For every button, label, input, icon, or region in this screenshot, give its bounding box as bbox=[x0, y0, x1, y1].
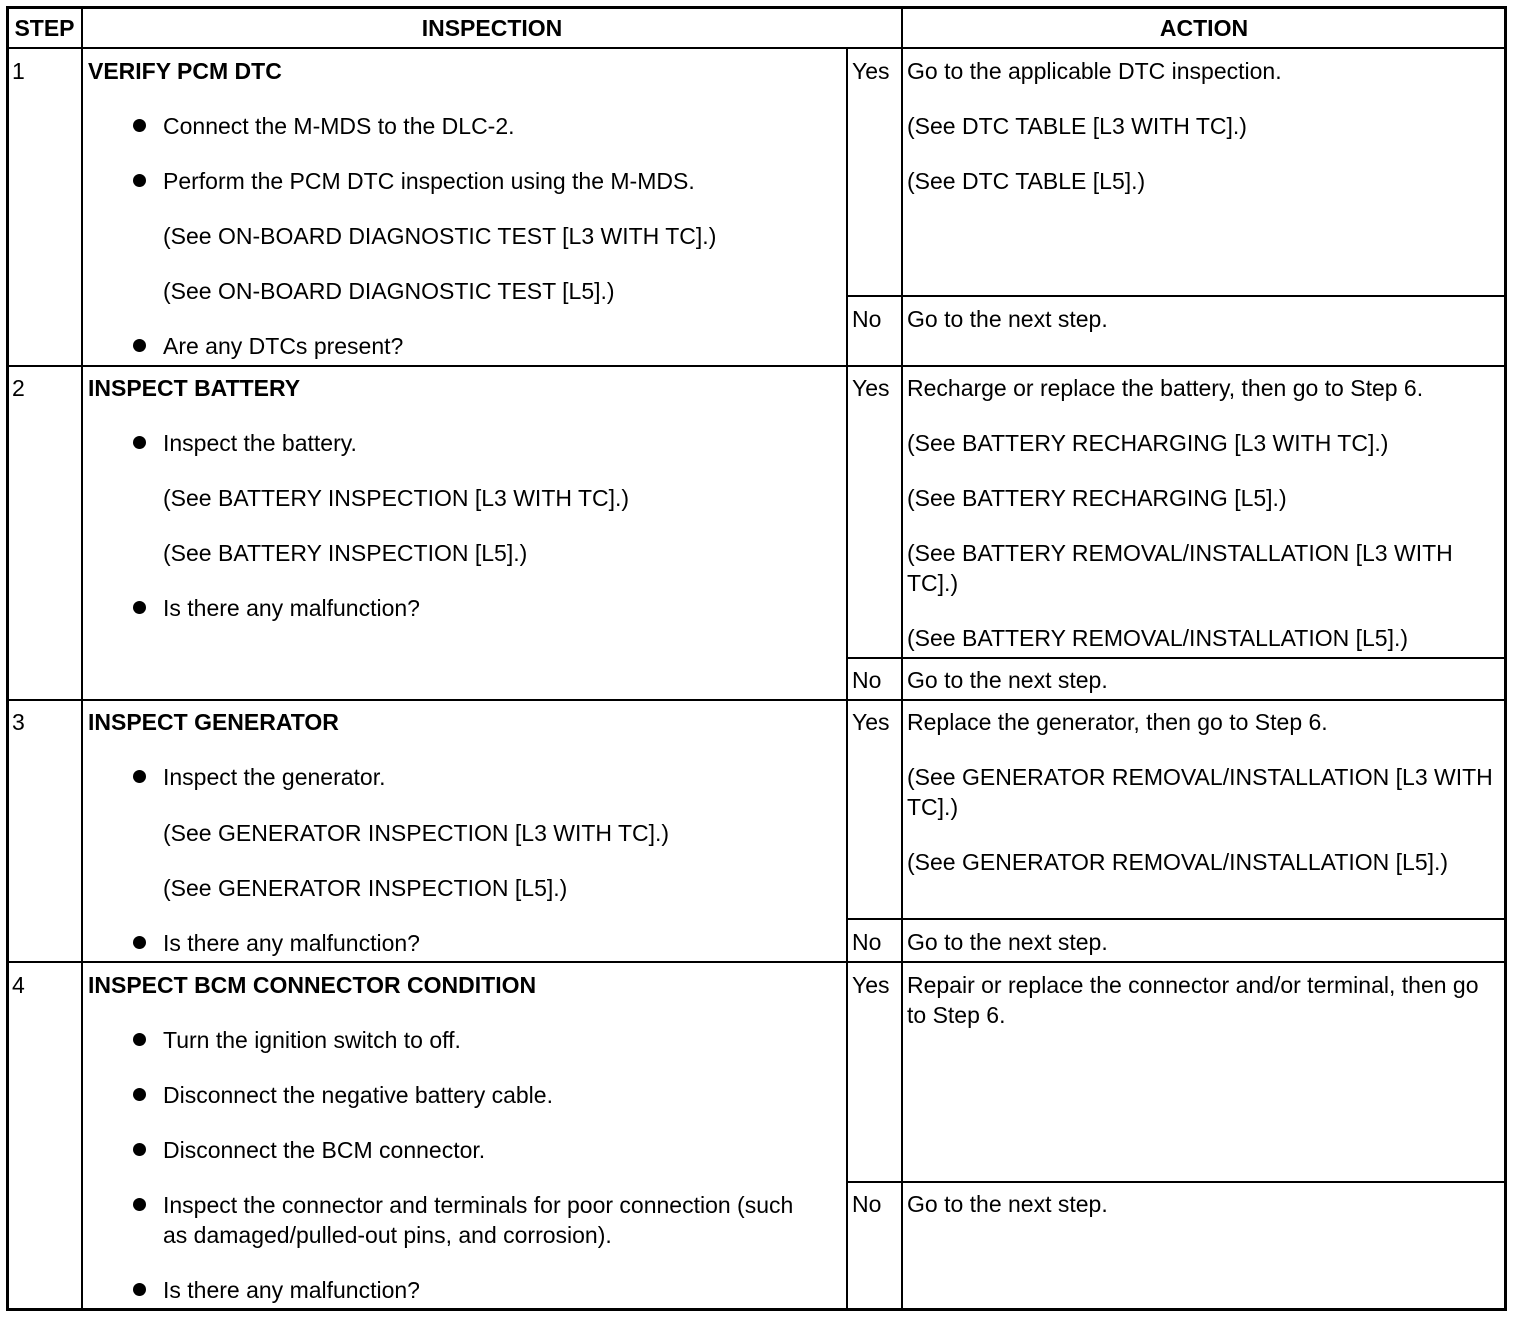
bullet-icon bbox=[133, 339, 146, 352]
inspection-item: Disconnect the BCM connector. bbox=[163, 1137, 486, 1163]
step-title: INSPECT BATTERY bbox=[88, 375, 301, 401]
yes-no-divider bbox=[846, 295, 1505, 297]
bullet-icon bbox=[133, 1088, 146, 1101]
inspection-item: Connect the M-MDS to the DLC-2. bbox=[163, 113, 515, 139]
inspection-item: Inspect the connector and terminals for poor connection (such as damaged/pulled-out pins, and corrosion). bbox=[163, 1192, 794, 1248]
yes-no-divider bbox=[846, 1181, 1505, 1183]
step-title: INSPECT BCM CONNECTOR CONDITION bbox=[88, 972, 537, 998]
yes-action: (See GENERATOR REMOVAL/INSTALLATION [L3 WITH TC].) bbox=[907, 764, 1493, 820]
step-title: VERIFY PCM DTC bbox=[88, 58, 282, 84]
no-action: Go to the next step. bbox=[907, 1191, 1108, 1217]
yes-action: Replace the generator, then go to Step 6. bbox=[907, 709, 1328, 735]
yes-label: Yes bbox=[852, 972, 890, 998]
inspection-item: Inspect the battery. bbox=[163, 430, 357, 456]
no-label: No bbox=[852, 667, 882, 693]
yes-no-divider bbox=[846, 657, 1505, 659]
step-number: 4 bbox=[12, 972, 25, 998]
yes-label: Yes bbox=[852, 375, 890, 401]
no-label: No bbox=[852, 929, 882, 955]
column-divider bbox=[901, 8, 903, 1309]
no-action: Go to the next step. bbox=[907, 667, 1108, 693]
yes-label: Yes bbox=[852, 58, 890, 84]
yes-action: Recharge or replace the battery, then go to Step 6. bbox=[907, 375, 1424, 401]
bullet-icon bbox=[133, 119, 146, 132]
yes-action: (See BATTERY RECHARGING [L5].) bbox=[907, 485, 1287, 511]
bullet-icon bbox=[133, 1143, 146, 1156]
bullet-icon bbox=[133, 1198, 146, 1211]
step-number: 3 bbox=[12, 709, 25, 735]
inspection-item: Is there any malfunction? bbox=[163, 1277, 420, 1303]
bullet-icon bbox=[133, 770, 146, 783]
inspection-item: Turn the ignition switch to off. bbox=[163, 1027, 461, 1053]
yes-action: (See BATTERY RECHARGING [L3 WITH TC].) bbox=[907, 430, 1389, 456]
inspection-item: Inspect the generator. bbox=[163, 764, 386, 790]
yes-action: (See BATTERY REMOVAL/INSTALLATION [L3 WITH TC].) bbox=[907, 540, 1453, 596]
yes-action: Go to the applicable DTC inspection. bbox=[907, 58, 1282, 84]
inspection-item: (See ON-BOARD DIAGNOSTIC TEST [L3 WITH TC].) bbox=[163, 223, 717, 249]
inspection-item: (See BATTERY INSPECTION [L3 WITH TC].) bbox=[163, 485, 630, 511]
yes-action: Repair or replace the connector and/or terminal, then go to Step 6. bbox=[907, 972, 1479, 1028]
header-inspection: INSPECTION bbox=[421, 15, 563, 41]
inspection-item: Disconnect the negative battery cable. bbox=[163, 1082, 553, 1108]
column-divider bbox=[81, 8, 83, 1309]
header-step: STEP bbox=[14, 15, 75, 41]
no-label: No bbox=[852, 1191, 882, 1217]
inspection-item: (See GENERATOR INSPECTION [L5].) bbox=[163, 875, 568, 901]
inspection-item: (See GENERATOR INSPECTION [L3 WITH TC].) bbox=[163, 820, 670, 846]
column-divider bbox=[846, 48, 848, 1309]
inspection-item: Perform the PCM DTC inspection using the M-MDS. bbox=[163, 168, 695, 194]
inspection-item: (See BATTERY INSPECTION [L5].) bbox=[163, 540, 528, 566]
inspection-item: Is there any malfunction? bbox=[163, 930, 420, 956]
inspection-item: Is there any malfunction? bbox=[163, 595, 420, 621]
yes-action: (See DTC TABLE [L3 WITH TC].) bbox=[907, 113, 1247, 139]
header-action: ACTION bbox=[1159, 15, 1249, 41]
no-label: No bbox=[852, 306, 882, 332]
row-divider bbox=[8, 365, 1505, 367]
step-number: 1 bbox=[12, 58, 25, 84]
bullet-icon bbox=[133, 436, 146, 449]
yes-no-divider bbox=[846, 918, 1505, 920]
yes-action: (See DTC TABLE [L5].) bbox=[907, 168, 1146, 194]
no-action: Go to the next step. bbox=[907, 306, 1108, 332]
bullet-icon bbox=[133, 1033, 146, 1046]
inspection-item: (See ON-BOARD DIAGNOSTIC TEST [L5].) bbox=[163, 278, 615, 304]
inspection-item: Are any DTCs present? bbox=[163, 333, 404, 359]
yes-action: (See GENERATOR REMOVAL/INSTALLATION [L5].) bbox=[907, 849, 1449, 875]
bullet-icon bbox=[133, 601, 146, 614]
yes-action: (See BATTERY REMOVAL/INSTALLATION [L5].) bbox=[907, 625, 1409, 651]
row-divider bbox=[8, 699, 1505, 701]
bullet-icon bbox=[133, 1283, 146, 1296]
no-action: Go to the next step. bbox=[907, 929, 1108, 955]
row-divider bbox=[8, 961, 1505, 963]
yes-label: Yes bbox=[852, 709, 890, 735]
step-number: 2 bbox=[12, 375, 25, 401]
step-title: INSPECT GENERATOR bbox=[88, 709, 339, 735]
bullet-icon bbox=[133, 174, 146, 187]
header-divider bbox=[8, 47, 1505, 49]
bullet-icon bbox=[133, 936, 146, 949]
